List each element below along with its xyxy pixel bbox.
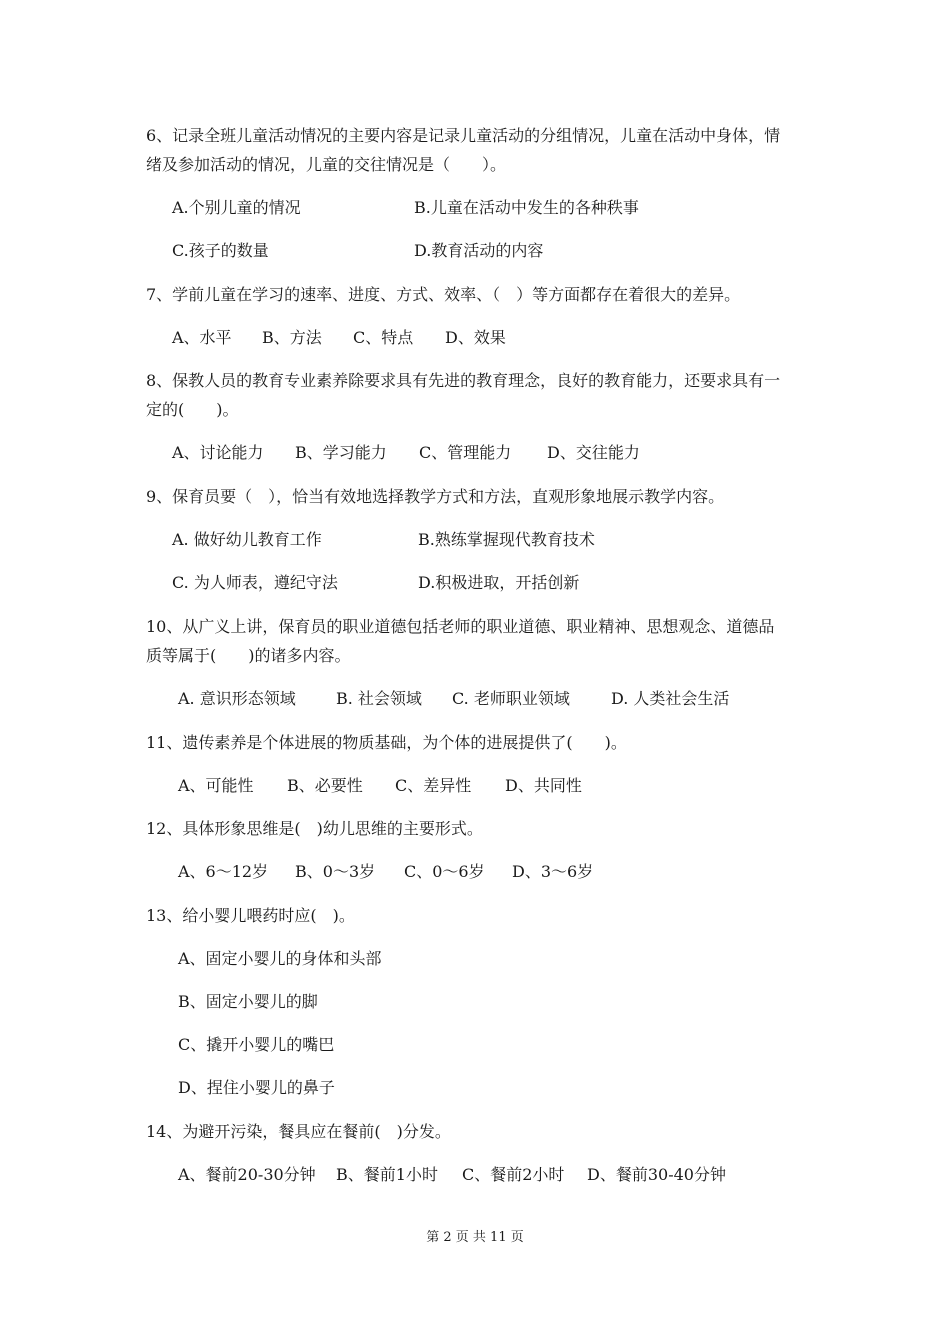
q8-option-c: C、管理能力 xyxy=(419,443,512,462)
q8-option-d: D、交往能力 xyxy=(547,443,640,462)
q14-option-c: C、餐前2小时 xyxy=(462,1165,565,1184)
q6-stem-line2: 绪及参加活动的情况，儿童的交往情况是（ ）。 xyxy=(146,155,507,174)
q10-option-b: B. 社会领域 xyxy=(336,689,422,708)
q9-stem: 9、保育员要（ ），恰当有效地选择教学方式和方法，直观形象地展示教学内容。 xyxy=(146,487,725,506)
q6-option-c: C.孩子的数量 xyxy=(172,241,269,260)
q14-option-a: A、餐前20-30分钟 xyxy=(178,1165,316,1184)
page-footer: 第 2 页 共 11 页 xyxy=(426,1230,524,1245)
q6-option-b: B.儿童在活动中发生的各种秩事 xyxy=(414,198,639,217)
q9-option-c: C. 为人师表，遵纪守法 xyxy=(172,573,338,592)
q6-option-d: D.教育活动的内容 xyxy=(414,241,544,260)
q10-stem-line2: 质等属于( )的诸多内容。 xyxy=(146,646,351,665)
q6-stem-line1: 6、记录全班儿童活动情况的主要内容是记录儿童活动的分组情况，儿童在活动中身体，情 xyxy=(146,126,781,145)
q12-option-a: A、6～12岁 xyxy=(178,862,269,881)
q11-option-a: A、可能性 xyxy=(178,776,254,795)
q10-option-d: D. 人类社会生活 xyxy=(611,689,730,708)
q12-option-d: D、3～6岁 xyxy=(512,862,594,881)
q12-stem: 12、具体形象思维是( )幼儿思维的主要形式。 xyxy=(146,819,483,838)
q9-option-a: A. 做好幼儿教育工作 xyxy=(172,530,322,549)
q13-option-b: B、固定小婴儿的脚 xyxy=(178,992,318,1011)
q14-option-d: D、餐前30-40分钟 xyxy=(587,1165,726,1184)
q8-option-a: A、讨论能力 xyxy=(172,443,264,462)
q11-option-c: C、差异性 xyxy=(395,776,472,795)
q14-option-b: B、餐前1小时 xyxy=(336,1165,438,1184)
q13-option-a: A、固定小婴儿的身体和头部 xyxy=(178,949,382,968)
q7-option-c: C、特点 xyxy=(353,328,414,347)
q10-option-c: C. 老师职业领域 xyxy=(452,689,570,708)
q14-stem: 14、为避开污染，餐具应在餐前( )分发。 xyxy=(146,1122,451,1141)
q7-option-b: B、方法 xyxy=(262,328,322,347)
q10-option-a: A. 意识形态领域 xyxy=(178,689,296,708)
q7-option-a: A、水平 xyxy=(172,328,232,347)
q11-option-b: B、必要性 xyxy=(287,776,363,795)
q12-option-c: C、0～6岁 xyxy=(404,862,485,881)
q9-option-d: D.积极进取，开括创新 xyxy=(418,573,580,592)
q9-option-b: B.熟练掌握现代教育技术 xyxy=(418,530,595,549)
q11-stem: 11、遗传素养是个体进展的物质基础，为个体的进展提供了( )。 xyxy=(146,733,627,752)
q6-option-a: A.个别儿童的情况 xyxy=(172,198,301,217)
q7-stem: 7、学前儿童在学习的速率、进度、方式、效率、（ ）等方面都存在着很大的差异。 xyxy=(146,285,741,304)
q12-option-b: B、0～3岁 xyxy=(295,862,376,881)
q13-option-c: C、撬开小婴儿的嘴巴 xyxy=(178,1035,335,1054)
q8-stem-line2: 定的( )。 xyxy=(146,400,239,419)
q11-option-d: D、共同性 xyxy=(505,776,582,795)
q8-stem-line1: 8、保教人员的教育专业素养除要求具有先进的教育理念，良好的教育能力，还要求具有一 xyxy=(146,371,781,390)
q10-stem-line1: 10、从广义上讲，保育员的职业道德包括老师的职业道德、职业精神、思想观念、道德品 xyxy=(146,617,775,636)
q13-option-d: D、捏住小婴儿的鼻子 xyxy=(178,1078,335,1097)
q13-stem: 13、给小婴儿喂药时应( )。 xyxy=(146,906,355,925)
q7-option-d: D、效果 xyxy=(445,328,506,347)
q8-option-b: B、学习能力 xyxy=(295,443,387,462)
